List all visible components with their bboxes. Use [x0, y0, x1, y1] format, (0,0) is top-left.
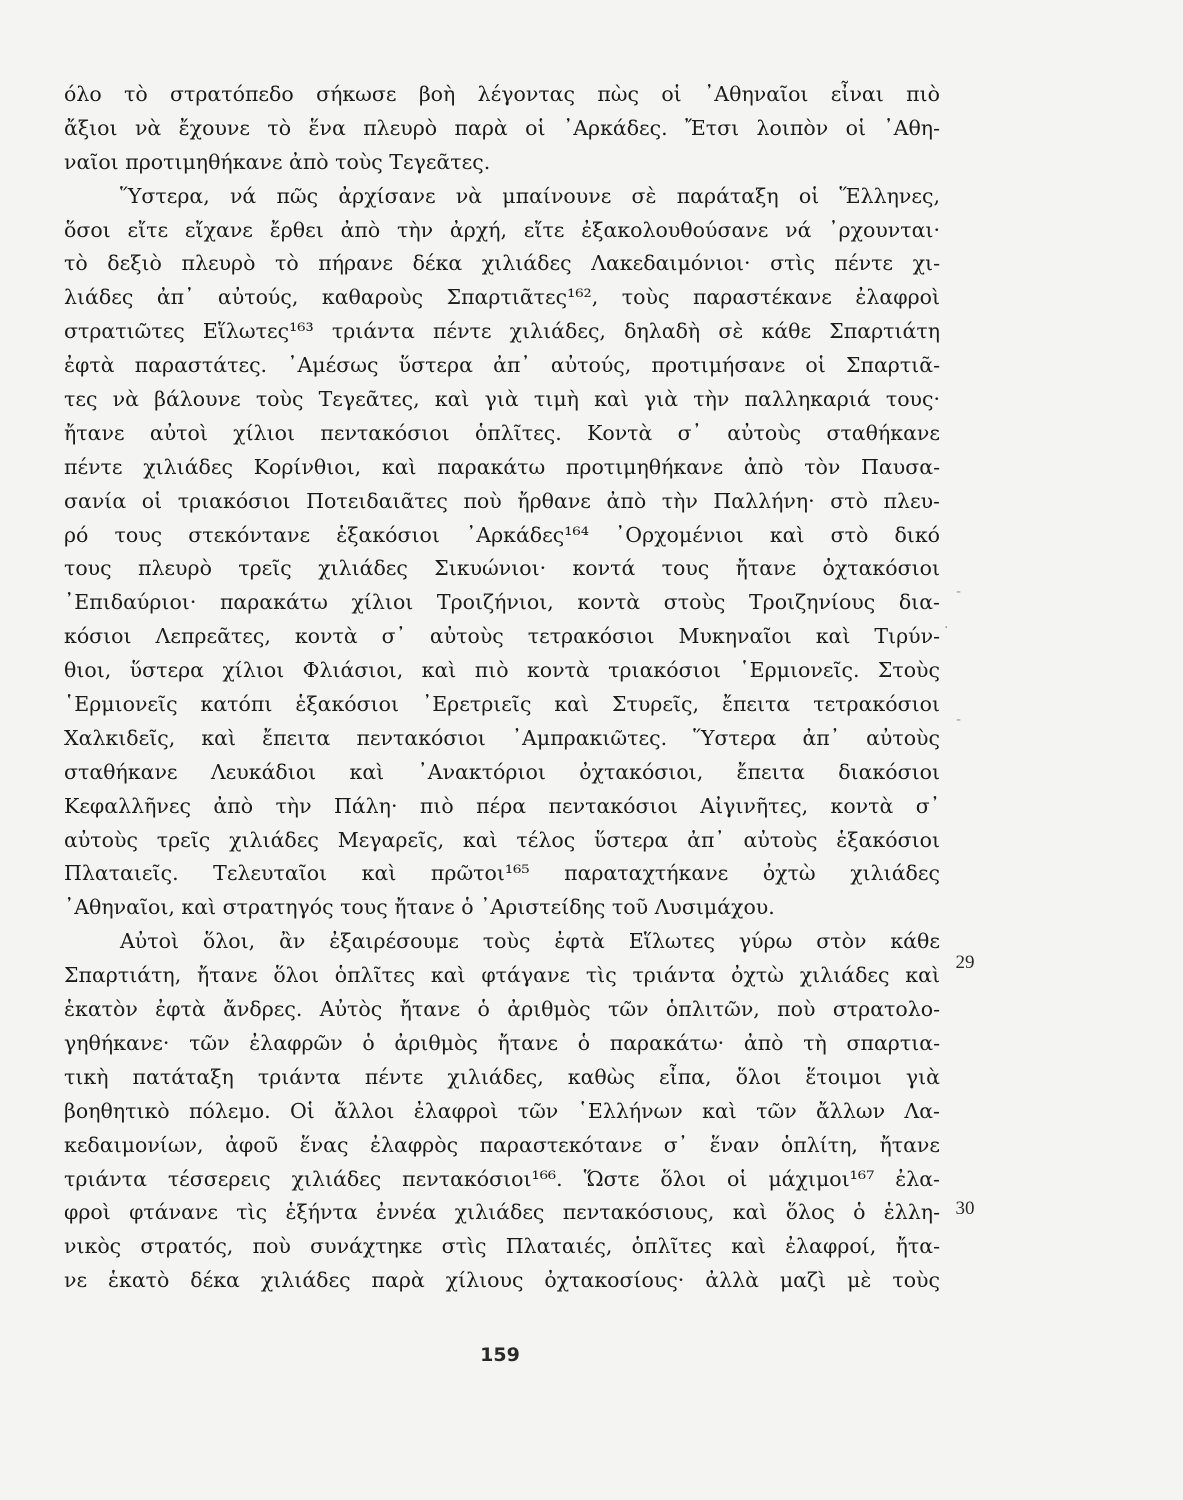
text-line: νε ἑκατὸ δέκα χιλιάδες παρὰ χίλιους ὀχτακοσίους· ἀλλὰ μαζὶ μὲ τοὺς: [64, 1268, 940, 1293]
text-line: τους πλευρὸ τρεῖς χιλιάδες Σικυώνιοι· κοντά τους ἤτανε ὀχτακόσιοι: [64, 556, 940, 581]
text-line: Σπαρτιάτη, ἤτανε ὅλοι ὁπλῖτες καὶ φτάγανε τὶς τριάντα ὀχτὼ χιλιάδες καὶ: [64, 963, 940, 988]
text-line: κεδαιμονίων, ἀφοῦ ἕνας ἐλαφρὸς παραστεκότανε σ᾿ ἕναν ὁπλίτη, ἤτανε: [64, 1132, 940, 1157]
text-line: τὸ δεξιὸ πλευρὸ τὸ πήρανε δέκα χιλιάδες Λακεδαιμόνιοι· στὶς πέντε χι-: [64, 251, 940, 276]
text-line: ρό τους στεκόντανε ἑξακόσιοι ᾿Αρκάδες¹⁶⁴ ᾿Ορχομένιοι καὶ στὸ δικό: [64, 522, 940, 547]
text-line: τικὴ πατάταξη τριάντα πέντε χιλιάδες, καθὼς εἶπα, ὅλοι ἕτοιμοι γιὰ: [64, 1064, 940, 1089]
text-line: στρατιῶτες Εἵλωτες¹⁶³ τριάντα πέντε χιλιάδες, δηλαδὴ σὲ κάθε Σπαρτιάτη: [64, 319, 940, 344]
text-line: αὐτοὺς τρεῖς χιλιάδες Μεγαρεῖς, καὶ τέλος ὕστερα ἀπ᾿ αὐτοὺς ἑξακόσιοι: [64, 827, 940, 852]
margin-mark: -: [956, 712, 962, 728]
text-line: ναῖοι προτιμηθήκανε ἀπὸ τοὺς Τεγεᾶτες.: [64, 149, 491, 174]
text-line: Χαλκιδεῖς, καὶ ἔπειτα πεντακόσιοι ᾿Αμπρακιῶτες. Ὕστερα ἀπ᾿ αὐτοὺς: [64, 725, 940, 750]
text-line: ἐφτὰ παραστάτες. ᾿Αμέσως ὕστερα ἀπ᾿ αὐτούς, προτιμήσανε οἱ Σπαρτιᾶ-: [64, 353, 940, 378]
text-line: πέντε χιλιάδες Κορίνθιοι, καὶ παρακάτω προτιμηθήκανε ἀπὸ τὸν Παυσα-: [64, 454, 940, 479]
text-line: Κεφαλλῆνες ἀπὸ τὴν Πάλη· πιὸ πέρα πεντακόσιοι Αἰγινῆτες, κοντὰ σ᾿: [64, 793, 940, 818]
text-line: βοηθητικὸ πόλεμο. Οἱ ἄλλοι ἐλαφροὶ τῶν ῾Ελλήνων καὶ τῶν ἄλλων Λα-: [64, 1098, 940, 1123]
text-line: σταθήκανε Λευκάδιοι καὶ ᾿Ανακτόριοι ὀχτακόσιοι, ἔπειτα διακόσιοι: [64, 759, 940, 784]
text-line: τες νὰ βάλουνε τοὺς Τεγεᾶτες, καὶ γιὰ τιμὴ καὶ γιὰ τὴν παλληκαριά τους·: [64, 387, 940, 412]
text-line: ῾Ερμιονεῖς κατόπι ἑξακόσιοι ᾿Ερετριεῖς καὶ Στυρεῖς, ἔπειτα τετρακόσιοι: [64, 692, 940, 717]
margin-mark: -: [956, 584, 962, 600]
text-line: ὅσοι εἴτε εἴχανε ἔρθει ἀπὸ τὴν ἀρχή, εἴτε ἐξακολουθούσανε νά ᾿ρχουνται·: [64, 217, 940, 242]
text-line: Ὕστερα, νά πῶς ἀρχίσανε νὰ μπαίνουνε σὲ παράταξη οἱ Ἕλληνες,: [120, 183, 940, 208]
text-line: φροὶ φτάνανε τὶς ἑξήντα ἐννέα χιλιάδες πεντακόσιους, καὶ ὅλος ὁ ἑλλη-: [64, 1200, 940, 1225]
body-text: [64, 78, 940, 1298]
text-line: ᾿Επιδαύριοι· παρακάτω χίλιοι Τροιζήνιοι, κοντὰ στοὺς Τροιζηνίους δια-: [64, 590, 940, 615]
text-line: ἤτανε αὐτοὶ χίλιοι πεντακόσιοι ὁπλῖτες. Κοντὰ σ᾿ αὐτοὺς σταθήκανε: [64, 420, 940, 445]
text-line: γηθήκανε· τῶν ἐλαφρῶν ὁ ἀριθμὸς ἤτανε ὁ παρακάτω· ἀπὸ τὴ σπαρτια-: [64, 1030, 940, 1055]
page-number: 159: [480, 1344, 520, 1366]
text-line: ᾿Αθηναῖοι, καὶ στρατηγός τους ἤτανε ὁ ᾿Αριστείδης τοῦ Λυσιμάχου.: [64, 895, 775, 920]
margin-section-number: 30: [955, 1198, 975, 1219]
text-line: ἑκατὸν ἐφτὰ ἄνδρες. Αὐτὸς ἤτανε ὁ ἀριθμὸς τῶν ὁπλιτῶν, ποὺ στρατολο-: [64, 997, 940, 1022]
text-line: κόσιοι Λεπρεᾶτες, κοντὰ σ᾿ αὐτοὺς τετρακόσιοι Μυκηναῖοι καὶ Τιρύν-: [64, 624, 940, 649]
text-line: Αὐτοὶ ὅλοι, ἂν ἐξαιρέσουμε τοὺς ἐφτὰ Εἵλωτες γύρω στὸν κάθε: [120, 929, 940, 954]
text-line: θιοι, ὕστερα χίλιοι Φλιάσιοι, καὶ πιὸ κοντὰ τριακόσιοι ῾Ερμιονεῖς. Στοὺς: [64, 658, 940, 683]
text-line: νικὸς στρατός, ποὺ συνάχτηκε στὶς Πλαταιές, ὁπλῖτες καὶ ἐλαφροί, ἤτα-: [64, 1234, 940, 1259]
margin-section-number: 29: [955, 952, 975, 973]
text-line: σανία οἱ τριακόσιοι Ποτειδαιᾶτες ποὺ ἤρθανε ἀπὸ τὴν Παλλήνη· στὸ πλευ-: [64, 488, 940, 513]
margin-mark: ·: [944, 620, 949, 636]
text-line: λιάδες ἀπ᾿ αὐτούς, καθαροὺς Σπαρτιᾶτες¹⁶², τοὺς παραστέκανε ἐλαφροὶ: [64, 285, 940, 310]
text-line: όλο τὸ στρατόπεδο σήκωσε βοὴ λέγοντας πὼς οἱ ᾿Αθηναῖοι εἶναι πιὸ: [64, 82, 940, 106]
text-line: τριάντα τέσσερεις χιλιάδες πεντακόσιοι¹⁶⁶. Ὥστε ὅλοι οἱ μάχιμοι¹⁶⁷ ἐλα-: [64, 1166, 940, 1191]
text-line: ἄξιοι νὰ ἔχουνε τὸ ἕνα πλευρὸ παρὰ οἱ ᾿Αρκάδες. Ἔτσι λοιπὸν οἱ ᾿Αθη-: [64, 115, 940, 140]
text-line: Πλαταιεῖς. Τελευταῖοι καὶ πρῶτοι¹⁶⁵ παραταχτήκανε ὀχτὼ χιλιάδες: [64, 861, 940, 886]
